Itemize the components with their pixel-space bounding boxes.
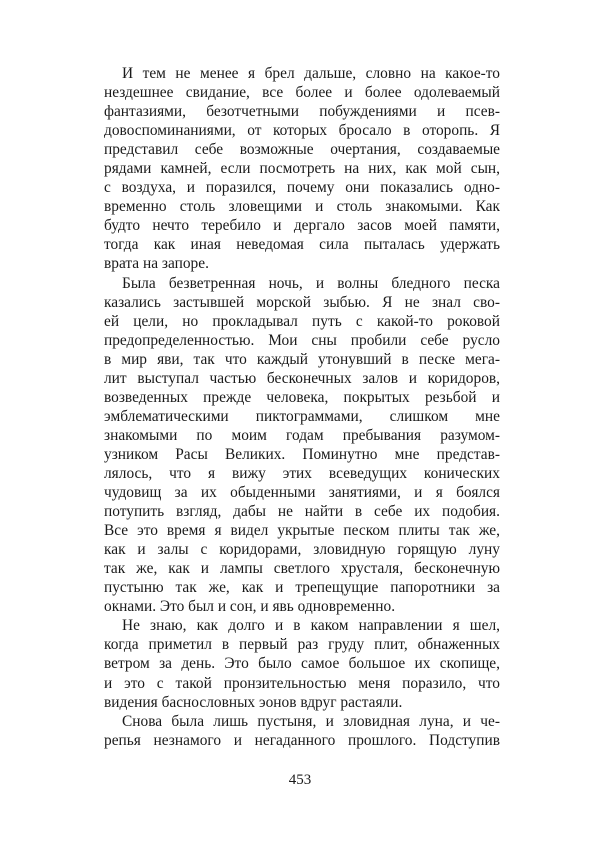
- text-line: репья незнамого и негаданного прошлого. Подступив: [104, 731, 500, 749]
- page-number: 453: [288, 772, 312, 788]
- text-line: эмблематическими пиктограммами, слишком мне: [104, 407, 500, 425]
- text-line: как и залы с коридорами, зловидную горящую луну: [104, 541, 500, 559]
- text-line: Была безветренная ночь, и волны бледного песка: [122, 274, 500, 292]
- paragraph: [104, 64, 500, 274]
- paragraph: [104, 616, 500, 711]
- text-line: Снова была лишь пустыня, и зловидная луна, и че-: [122, 712, 500, 730]
- text-line: возведенных прежде человека, покрытых резьбой и: [104, 388, 500, 406]
- text-line: ей цели, но прокладывал путь с какой-то роковой: [104, 312, 500, 330]
- text-line: казались застывшей морской зыбью. Я не знал сво-: [104, 293, 500, 311]
- text-line: потупить взгляд, дабы не найти в себе их подобия.: [104, 503, 500, 521]
- text-line: рядами камней, если посмотреть на них, как мой сын,: [104, 160, 500, 178]
- text-line: нездешнее свидание, все более и более одолеваемый: [104, 84, 500, 102]
- text-line: довоспоминаниями, от которых бросало в оторопь. Я: [104, 122, 500, 140]
- text-line: тогда как иная неведомая сила пыталась удержать: [104, 236, 500, 254]
- text-line: так же, как и лампы светлого хрусталя, бесконечную: [104, 560, 500, 578]
- text-line: временно столь зловещими и столь знакомыми. Как: [104, 198, 500, 216]
- body-text: [104, 64, 500, 750]
- text-line: ветром за день. Это было самое большое их скопище,: [104, 655, 500, 673]
- text-line: И тем не менее я брел дальше, словно на какое-то: [122, 65, 500, 82]
- text-line: лит выступал частью бесконечных залов и коридоров,: [104, 369, 500, 387]
- text-line: Все это время я видел укрытые песком плиты так же,: [104, 522, 500, 540]
- text-line: в мир яви, так что каждый утонувший в песке мега-: [104, 350, 500, 368]
- text-line: представил себе возможные очертания, создаваемые: [104, 141, 500, 159]
- text-line: предопределенностью. Мои сны пробили себе русло: [104, 331, 500, 349]
- text-line: фантазиями, безотчетными побуждениями и псев-: [104, 103, 500, 121]
- text-line: чудовищ за их обыденными занятиями, и я боялся: [104, 484, 500, 502]
- text-line: окнами. Это был и сон, и явь одновременно.: [104, 598, 396, 616]
- text-line: врата на запоре.: [104, 255, 209, 273]
- paragraph: [104, 274, 500, 617]
- text-line: узником Расы Великих. Поминутно мне представ-: [104, 445, 500, 463]
- text-line: пустыню так же, как и трепещущие папоротники за: [104, 579, 500, 597]
- paragraph: [104, 712, 500, 750]
- text-line: будто нечто теребило и дергало засов моей памяти,: [104, 217, 500, 235]
- text-line: с воздуха, и поразился, почему они показались одно-: [104, 179, 500, 197]
- text-line: когда приметил в первый раз груду плит, обнаженных: [104, 636, 500, 654]
- text-line: лялось, что я вижу этих всеведущих конических: [104, 464, 500, 482]
- text-line: и это с такой пронзительностью меня поразило, что: [104, 674, 500, 692]
- text-line: Не знаю, как долго и в каком направлении я шел,: [122, 617, 500, 635]
- text-line: знакомыми по моим годам пребывания разумом-: [104, 426, 500, 444]
- text-line: видения баснословных эонов вдруг растаяли.: [104, 693, 403, 711]
